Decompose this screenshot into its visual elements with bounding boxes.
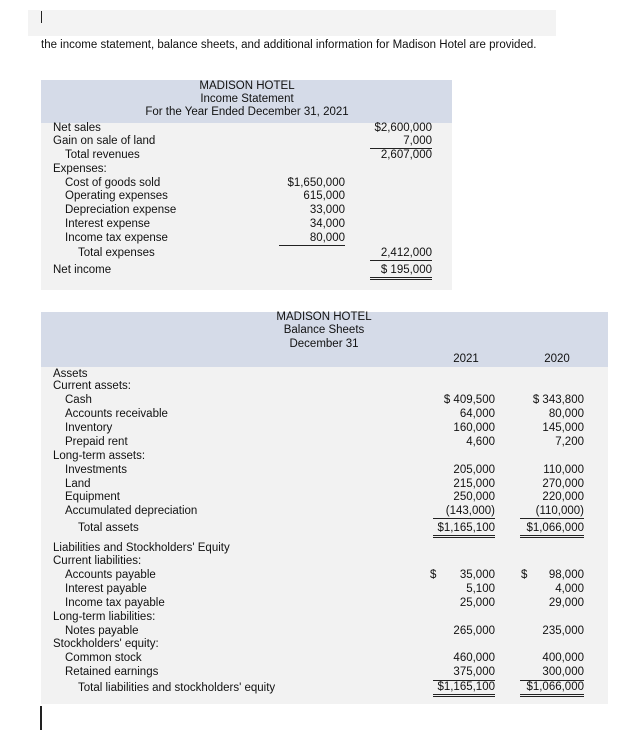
text-cursor <box>41 11 42 23</box>
investments-2021: 205,000 <box>453 464 495 476</box>
expense-label: Income tax expense <box>65 232 168 244</box>
tax-payable-label: Income tax payable <box>65 597 165 609</box>
col-2021: 2021 <box>453 353 479 365</box>
notes-2020: 235,000 <box>542 625 584 637</box>
assets-label: Assets <box>53 368 88 380</box>
income-company: MADISON HOTEL <box>199 80 295 92</box>
acc-dep-2021: (143,000) <box>433 505 495 519</box>
ap-label: Accounts payable <box>65 569 156 581</box>
tax-payable-2020: 29,000 <box>548 597 584 609</box>
total-expenses-label: Total expenses <box>78 247 155 259</box>
balance-sheets <box>41 312 608 704</box>
net-income-value: $ 195,000 <box>370 264 432 280</box>
bs-company: MADISON HOTEL <box>276 311 372 323</box>
equipment-2021: 250,000 <box>453 491 495 503</box>
inventory-2021: 160,000 <box>453 422 495 434</box>
land-2021: 215,000 <box>453 478 495 490</box>
prepaid-2021: 4,600 <box>466 436 495 448</box>
expense-label: Depreciation expense <box>65 204 177 216</box>
cash-label: Cash <box>65 394 92 406</box>
interest-payable-2021: 5,100 <box>466 583 495 595</box>
inventory-2020: 145,000 <box>542 422 584 434</box>
expense-value: 80,000 <box>279 232 345 246</box>
equipment-label: Equipment <box>65 491 120 503</box>
income-title: Income Statement <box>200 93 294 105</box>
prepaid-2020: 7,200 <box>555 436 584 448</box>
common-stock-2020: 400,000 <box>542 652 584 664</box>
cash-2020: $ 343,800 <box>532 394 584 406</box>
gain-value: 7,000 <box>370 135 432 149</box>
bottom-marker <box>40 706 42 730</box>
ap-2020-dollar: $ <box>521 569 528 581</box>
total-revenues-label: Total revenues <box>65 149 140 161</box>
interest-payable-2020: 4,000 <box>555 583 584 595</box>
lt-liab-label: Long-term liabilities: <box>53 611 156 623</box>
retained-label: Retained earnings <box>65 666 159 678</box>
current-liab-label: Current liabilities: <box>53 555 142 567</box>
tax-payable-2021: 25,000 <box>459 597 495 609</box>
top-input-bar <box>28 10 556 36</box>
inventory-label: Inventory <box>65 422 113 434</box>
total-le-2021: $1,165,100 <box>433 680 495 697</box>
gain-label: Gain on sale of land <box>53 135 156 147</box>
acc-dep-label: Accumulated depreciation <box>65 505 198 517</box>
expense-value: $1,650,000 <box>287 177 345 189</box>
land-label: Land <box>65 478 91 490</box>
ap-2021: 35,000 <box>459 569 495 581</box>
income-period: For the Year Ended December 31, 2021 <box>145 106 349 118</box>
expense-label: Cost of goods sold <box>65 177 161 189</box>
common-stock-label: Common stock <box>65 652 142 664</box>
net-sales-value: $2,600,000 <box>374 122 432 134</box>
current-assets-label: Current assets: <box>53 380 131 392</box>
retained-2020: 300,000 <box>542 666 584 678</box>
ar-label: Accounts receivable <box>65 408 168 420</box>
retained-2021: 375,000 <box>453 666 495 678</box>
expense-value: 615,000 <box>303 190 345 202</box>
notes-2021: 265,000 <box>453 625 495 637</box>
net-income-label: Net income <box>53 264 112 276</box>
liab-eq-label: Liabilities and Stockholders' Equity <box>53 542 230 554</box>
prepaid-label: Prepaid rent <box>65 436 128 448</box>
bs-title: Balance Sheets <box>283 324 365 336</box>
investments-label: Investments <box>65 464 127 476</box>
total-expenses-value: 2,412,000 <box>370 247 432 261</box>
expenses-label: Expenses: <box>53 163 107 175</box>
land-2020: 270,000 <box>542 478 584 490</box>
lt-assets-label: Long-term assets: <box>53 450 146 462</box>
ap-2020: 98,000 <box>548 569 584 581</box>
equity-label: Stockholders' equity: <box>53 638 159 650</box>
total-revenues-value: 2,607,000 <box>380 149 432 161</box>
expense-label: Operating expenses <box>65 190 168 202</box>
expense-label: Interest expense <box>65 218 151 230</box>
ar-2021: 64,000 <box>459 408 495 420</box>
net-sales-label: Net sales <box>53 122 101 134</box>
income-statement <box>41 80 452 290</box>
total-assets-label: Total assets <box>78 522 139 534</box>
total-assets-2020: $1,066,000 <box>520 522 584 538</box>
total-assets-2021: $1,165,100 <box>433 522 495 538</box>
ap-2021-dollar: $ <box>430 569 437 581</box>
equipment-2020: 220,000 <box>542 491 584 503</box>
expense-value: 34,000 <box>309 218 345 230</box>
expense-value: 33,000 <box>309 204 345 216</box>
total-le-label: Total liabilities and stockholders' equity <box>78 682 276 694</box>
cash-2021: $ 409,500 <box>443 394 495 406</box>
common-stock-2021: 460,000 <box>453 652 495 664</box>
acc-dep-2020: (110,000) <box>520 505 584 519</box>
total-le-2020: $1,066,000 <box>520 680 584 697</box>
bs-date: December 31 <box>289 338 359 350</box>
interest-payable-label: Interest payable <box>65 583 147 595</box>
notes-label: Notes payable <box>65 625 139 637</box>
ar-2020: 80,000 <box>548 408 584 420</box>
investments-2020: 110,000 <box>543 464 584 476</box>
intro-text: the income statement, balance sheets, and additional information for Madison Hotel are provided. <box>41 39 537 51</box>
col-2020: 2020 <box>544 353 570 365</box>
